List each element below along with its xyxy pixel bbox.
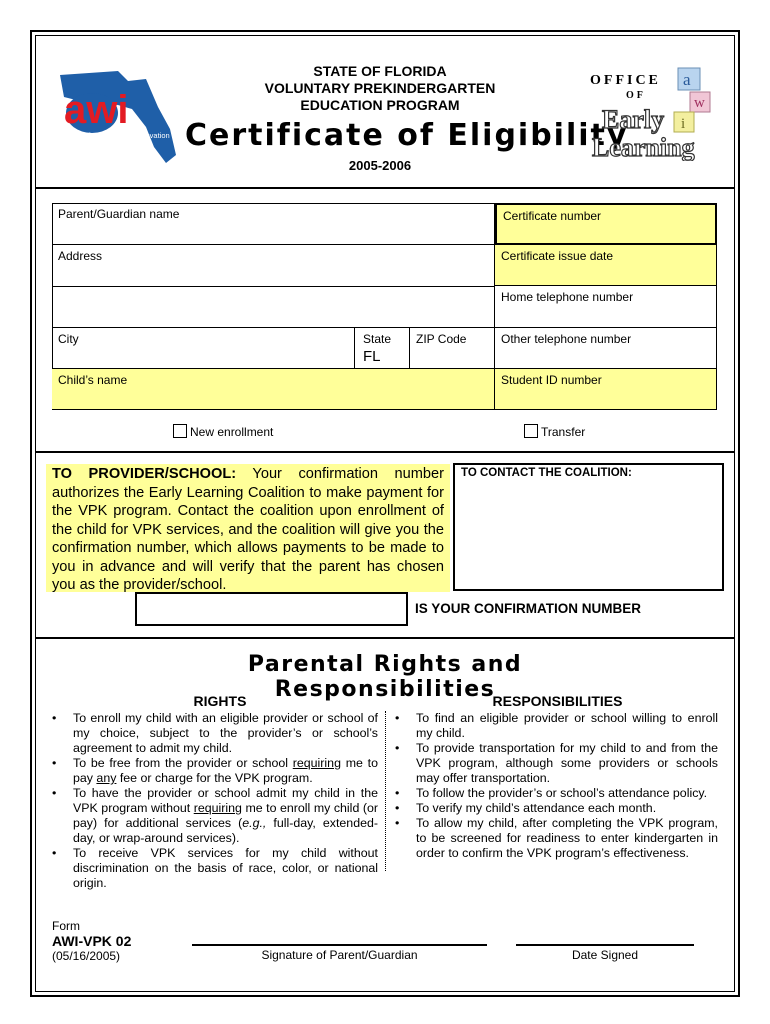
certificate-number-field[interactable] xyxy=(495,203,717,245)
office-early-learning-logo xyxy=(588,66,713,161)
header-program-1: VOLUNTARY PREKINDERGARTEN xyxy=(264,80,496,96)
parent-name-field[interactable] xyxy=(52,203,495,245)
form-id: AWI-VPK 02 xyxy=(52,933,132,949)
certificate-issue-date-field[interactable] xyxy=(495,245,717,286)
awi-logo-text: awi xyxy=(64,88,129,132)
state-value: FL xyxy=(363,348,381,365)
certificate-number-label: Certificate number xyxy=(503,209,602,223)
new-enrollment-checkbox[interactable] xyxy=(173,424,187,438)
responsibility-item: • To allow my child, after completing the VPK program, to be screened for readiness to enter kindergarten in order to confirm the VPK program’s effectiveness. xyxy=(395,816,718,860)
responsibilities-heading: RESPONSIBILITIES xyxy=(492,693,623,709)
rights-list xyxy=(50,711,378,891)
oel-block-w: w xyxy=(694,95,705,111)
student-id-label: Student ID number xyxy=(501,373,602,387)
signature-label: Signature of Parent/Guardian xyxy=(261,948,418,962)
state-label: State xyxy=(363,332,392,346)
responsibility-item: • To follow the provider’s or school’s attendance policy. xyxy=(395,786,708,800)
provider-notice-lead: TO PROVIDER/SCHOOL: xyxy=(52,466,237,482)
oel-block-a: a xyxy=(683,70,691,89)
oel-learning-text: Learning xyxy=(592,133,695,161)
transfer-label: Transfer xyxy=(541,425,586,439)
responsibilities-list xyxy=(393,711,718,861)
awi-logo xyxy=(58,67,188,167)
header-program-2: EDUCATION PROGRAM xyxy=(300,97,460,113)
new-enrollment-option[interactable] xyxy=(173,424,273,439)
oel-early-text: Early xyxy=(602,105,665,134)
responsibility-item: • To verify my child’s attendance each month. xyxy=(395,801,657,815)
oel-block-i: i xyxy=(681,116,686,132)
certificate-issue-date-label: Certificate issue date xyxy=(501,249,614,263)
signature-line[interactable] xyxy=(192,944,487,946)
responsibility-item: • To find an eligible provider or school willing to enroll my child. xyxy=(395,711,718,740)
child-name-field[interactable] xyxy=(52,369,495,410)
right-item-3: • To have the provider or school admit my child in the VPK program without requiring me to enroll my child (or pay) for additional services (e.g., full-day, extended-day, or wrap-around services). xyxy=(52,786,379,845)
right-item-4: • To receive VPK services for my child without discrimination on the basis of race, color, or national origin. xyxy=(52,846,378,890)
date-signed-line[interactable] xyxy=(516,944,694,946)
coalition-contact-box[interactable] xyxy=(453,463,724,591)
provider-notice-text: Your confirmation number authorizes the Early Learning Coalition to make payment for the VPK program. Contact the coalition upon enrollment of the child for VPK services, and the coalition will give you the confirmation number, which allows payments to be made to you in advance and will verify that the parent has chosen you as the provider/school. xyxy=(52,466,444,593)
city-label: City xyxy=(58,332,79,346)
column-divider xyxy=(385,711,386,871)
confirmation-number-box[interactable] xyxy=(135,592,408,626)
parent-name-label: Parent/Guardian name xyxy=(58,207,180,221)
awi-logo-tagline: Agency for Workforce Innovation xyxy=(61,131,170,140)
right-item-1: • To enroll my child with an eligible provider or school of my choice, subject to the provider’s or school’s agreement to admit my child. xyxy=(52,711,378,755)
zip-label: ZIP Code xyxy=(416,332,467,346)
confirmation-number-label: IS YOUR CONFIRMATION NUMBER xyxy=(415,601,641,616)
child-name-label: Child’s name xyxy=(58,373,128,387)
zip-field[interactable] xyxy=(410,328,495,369)
form-label: Form xyxy=(52,919,80,933)
home-phone-label: Home telephone number xyxy=(501,290,634,304)
right-item-2: • To be free from the provider or school requiring me to pay any fee or charge for the VPK program. xyxy=(52,756,378,785)
certificate-title: Certificate of Eligibility xyxy=(185,118,629,153)
other-phone-field[interactable] xyxy=(495,328,717,369)
city-field[interactable] xyxy=(52,328,355,369)
state-field[interactable] xyxy=(355,328,410,369)
student-id-field[interactable] xyxy=(495,369,717,410)
transfer-checkbox[interactable] xyxy=(524,424,538,438)
responsibility-item: • To provide transportation for my child to and from the VPK program, although some providers or schools may offer transportation. xyxy=(395,741,718,785)
section-divider-2 xyxy=(35,637,735,639)
new-enrollment-label: New enrollment xyxy=(190,425,274,439)
rights-heading: RIGHTS xyxy=(193,693,247,709)
school-year: 2005-2006 xyxy=(348,158,412,173)
date-signed-label: Date Signed xyxy=(571,948,639,962)
transfer-option[interactable] xyxy=(524,424,585,439)
form-date: (05/16/2005) xyxy=(52,949,121,963)
address-label: Address xyxy=(58,249,103,263)
coalition-contact-label: TO CONTACT THE COALITION: xyxy=(461,467,632,479)
header-state: STATE OF FLORIDA xyxy=(313,63,447,79)
section-divider-1 xyxy=(35,451,735,453)
header-divider xyxy=(35,187,735,189)
oel-of-text: OF xyxy=(626,90,646,101)
rights-section-title: Parental Rights and Responsibilities xyxy=(247,652,523,702)
address-divider xyxy=(52,286,495,287)
provider-notice xyxy=(46,464,450,592)
oel-office-text: OFFICE xyxy=(590,73,661,88)
home-phone-field[interactable] xyxy=(495,286,717,328)
other-phone-label: Other telephone number xyxy=(501,332,632,346)
